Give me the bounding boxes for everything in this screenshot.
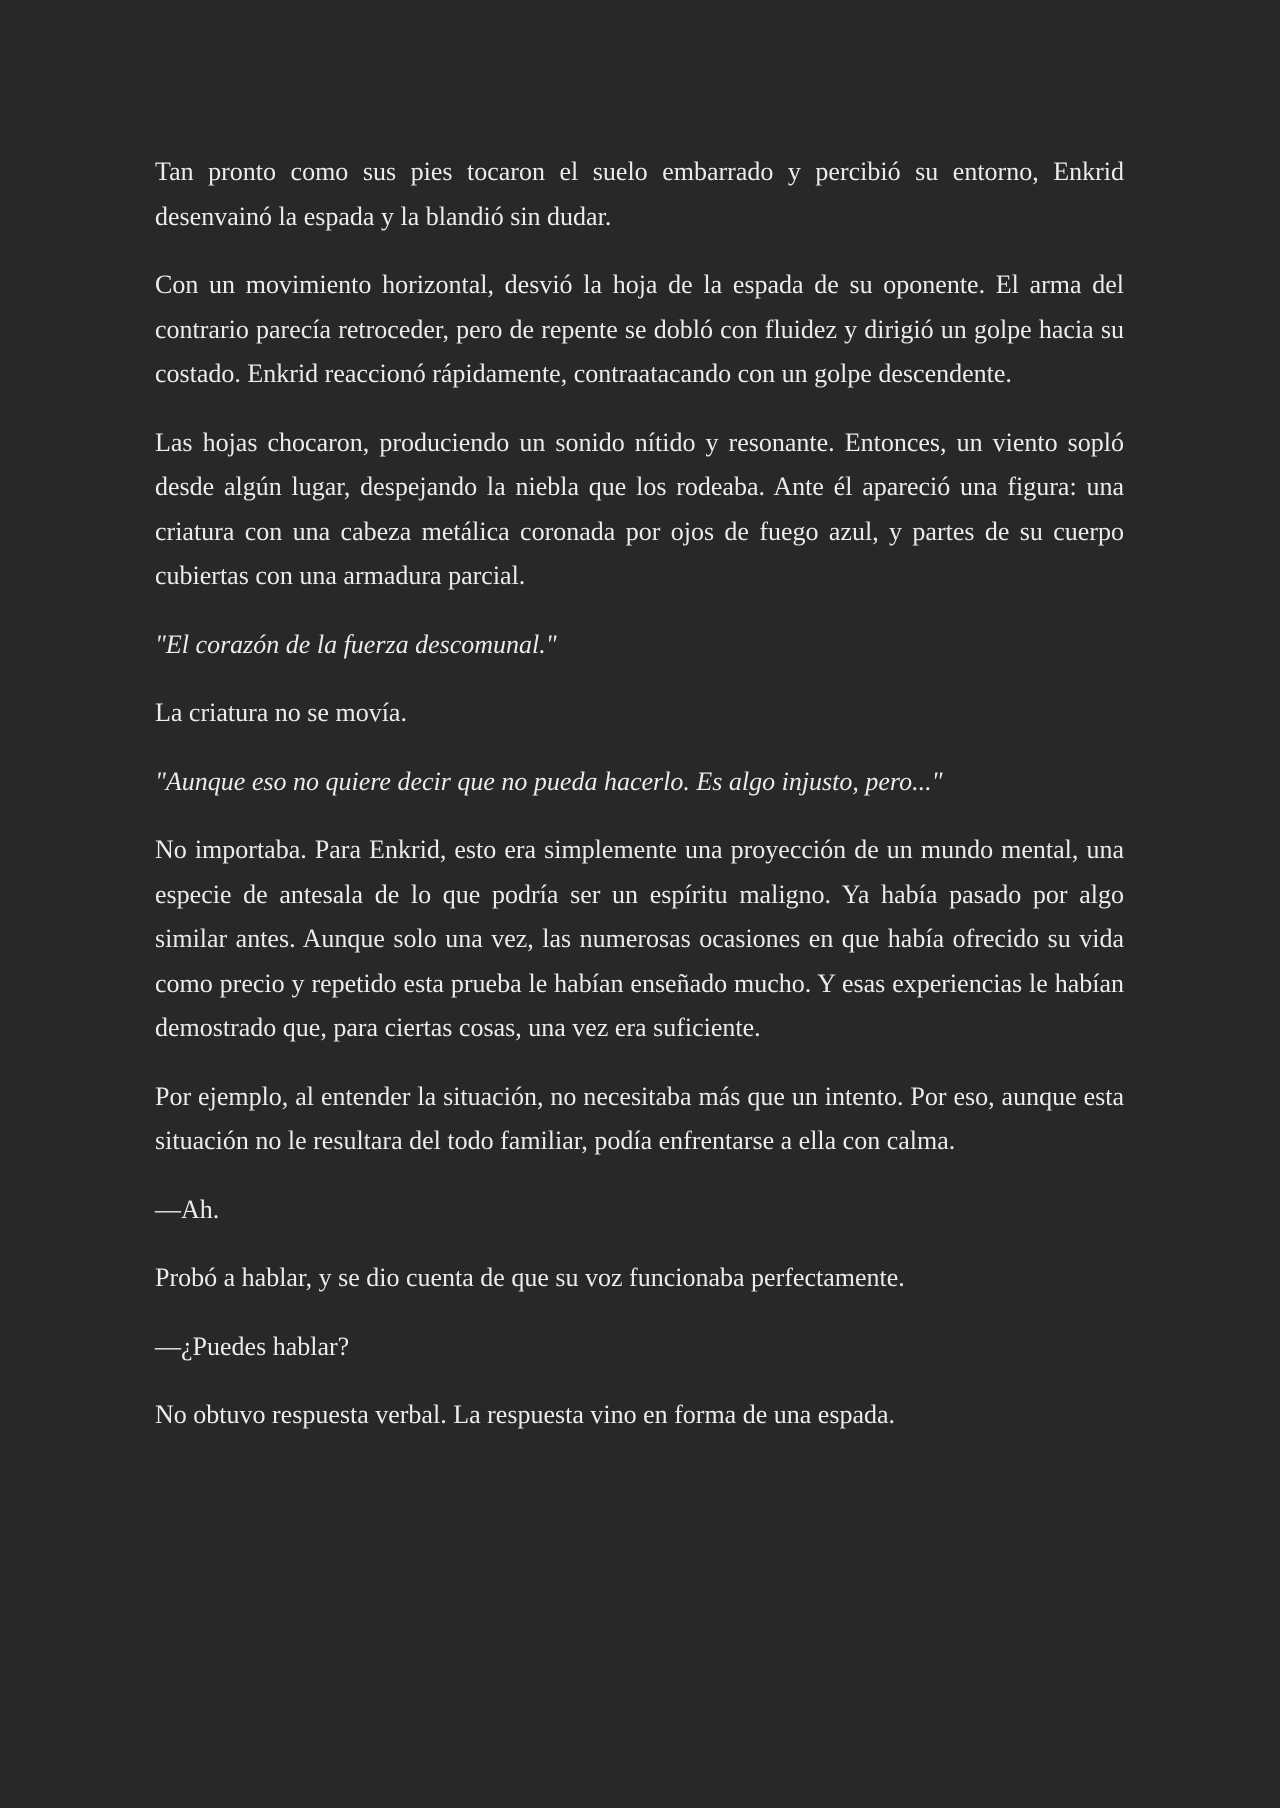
paragraph-5: La criatura no se movía. (155, 698, 407, 727)
paragraph-12: No obtuvo respuesta verbal. La respuesta vino en forma de una espada. (155, 1400, 896, 1429)
paragraph-6-italic-quote: "Aunque eso no quiere decir que no pueda hacerlo. Es algo injusto, pero..." (155, 766, 943, 796)
paragraph-7: No importaba. Para Enkrid, esto era simplemente una proyección de un mundo mental, una especie de antesala de lo que podría ser un espíritu maligno. Ya había pasado por algo similar antes. Aunque solo una vez, las numerosas ocasiones en que había ofrecido su vida como precio y repetido esta prueba le habían enseñado mucho. Y esas experiencias le habían demostrado que, para ciertas cosas, una vez era suficiente. (155, 835, 1124, 1042)
paragraph-2: Con un movimiento horizontal, desvió la hoja de la espada de su oponente. El arma del contrario parecía retroceder, pero de repente se dobló con fluidez y dirigió un golpe hacia su costado. Enkrid reaccionó rápidamente, contraatacando con un golpe descendente. (155, 270, 1124, 388)
paragraph-1: Tan pronto como sus pies tocaron el suelo embarrado y percibió su entorno, Enkrid desenvainó la espada y la blandió sin dudar. (155, 157, 1124, 231)
paragraph-4-italic-quote: "El corazón de la fuerza descomunal." (155, 629, 557, 659)
paragraph-11-dialogue: —¿Puedes hablar? (155, 1331, 350, 1361)
paragraph-10: Probó a hablar, y se dio cuenta de que su voz funcionaba perfectamente. (155, 1263, 905, 1292)
paragraph-9-dialogue: —Ah. (155, 1194, 220, 1224)
paragraph-8: Por ejemplo, al entender la situación, no necesitaba más que un intento. Por eso, aunque esta situación no le resultara del todo familiar, podía enfrentarse a ella con calma. (155, 1081, 1124, 1155)
paragraph-3: Las hojas chocaron, produciendo un sonido nítido y resonante. Entonces, un viento sopló desde algún lugar, despejando la niebla que los rodeaba. Ante él apareció una figura: una criatura con una cabeza metálica coronada por ojos de fuego azul, y partes de su cuerpo cubiertas con una armadura parcial. (155, 427, 1124, 590)
